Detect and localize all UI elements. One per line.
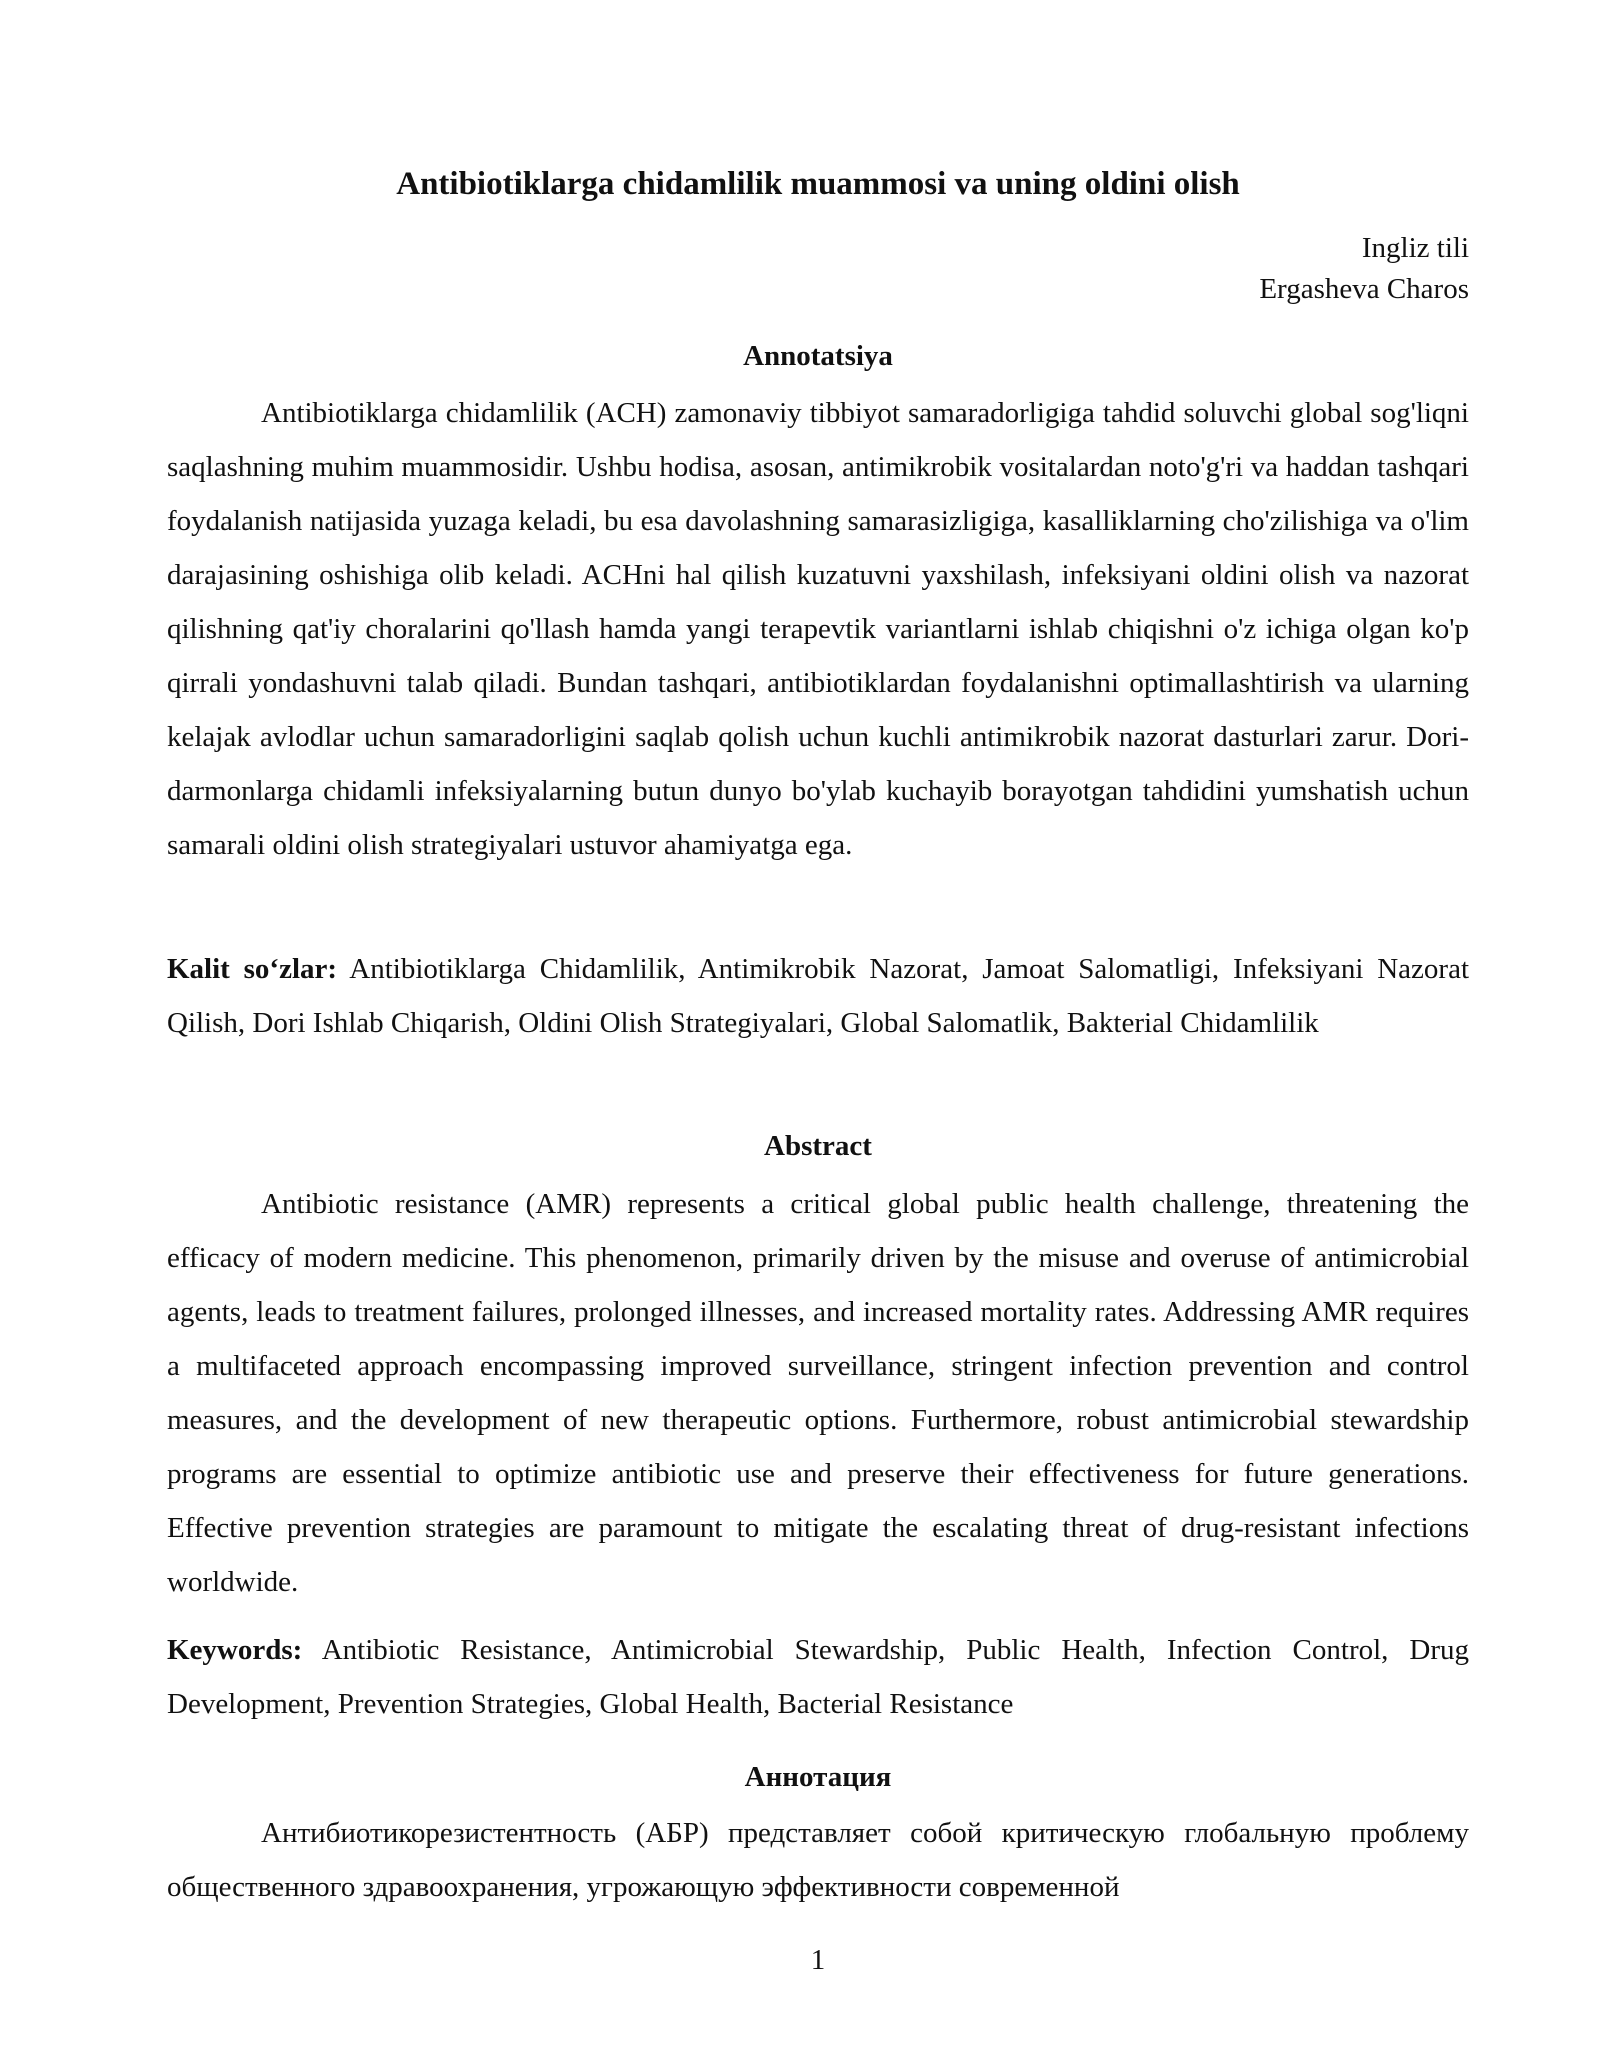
abstract-en-heading: Abstract <box>764 1130 872 1162</box>
paper-title: Antibiotiklarga chidamlilik muammosi va uning oldini olish <box>396 166 1240 202</box>
keywords-uz-label: Kalit so‘zlar: <box>167 953 338 985</box>
keywords-uz-text: Antibiotiklarga Chidamlilik, Antimikrobik Nazorat, Jamoat Salomatligi, Infeksiyani Nazorat Qilish, Dori Ishlab Chiqarish, Oldini Olish Strategiyalari, Global Salomatlik, Bakterial Chidamlilik <box>167 953 1470 1039</box>
annotation-ru-body: Антибиотикорезистентность (АБР) представляет собой критическую глобальную проблему общественного здравоохранения, угрожающую эффективности современной <box>167 1817 1469 1903</box>
annotation-uz-body: Antibiotiklarga chidamlilik (ACH) zamonaviy tibbiyot samaradorligiga tahdid soluvchi global sog'liqni saqlashning muhim muammosidir. Ushbu hodisa, asosan, antimikrobik vositalardan noto'g'ri va haddan tashqari foydalanish natijasida yuzaga keladi, bu esa davolashning samarasizligiga, kasalliklarning cho'zilishiga va o'lim darajasining oshishiga olib keladi. ACHni hal qilish kuzatuvni yaxshilash, infeksiyani oldini olish va nazorat qilishning qat'iy choralarini qo'llash hamda yangi terapevtik variantlarni ishlab chiqishni o'z ichiga olgan ko'p qirrali yondashuvni talab qiladi. Bundan tashqari, antibiotiklardan foydalanishni optimallashtirish va ularning kelajak avlodlar uchun samaradorligini saqlab qolish uchun kuchli antimikrobik nazorat dasturlari zarur. Dori-darmonlarga chidamli infeksiyalarning butun dunyo bo'ylab kuchayib borayotgan tahdidini yumshatish uchun samarali oldini olish strategiyalari ustuvor ahamiyatga ega. <box>167 397 1469 861</box>
author-department: Ingliz tili <box>1361 232 1469 264</box>
author-block <box>1259 228 1469 310</box>
abstract-en-body: Antibiotic resistance (AMR) represents a critical global public health challenge, threatening the efficacy of modern medicine. This phenomenon, primarily driven by the misuse and overuse of antimicrobial agents, leads to treatment failures, prolonged illnesses, and increased mortality rates. Addressing AMR requires a multifaceted approach encompassing improved surveillance, stringent infection prevention and control measures, and the development of new therapeutic options. Furthermore, robust antimicrobial stewardship programs are essential to optimize antibiotic use and preserve their effectiveness for future generations. Effective prevention strategies are paramount to mitigate the escalating threat of drug-resistant infections worldwide. <box>167 1188 1469 1598</box>
annotation-ru-heading: Аннотация <box>744 1761 892 1793</box>
document-page <box>167 0 1469 2070</box>
keywords-en-text: Antibiotic Resistance, Antimicrobial Stewardship, Public Health, Infection Control, Drug Development, Prevention Strategies, Global Health, Bacterial Resistance <box>167 1634 1469 1720</box>
annotation-uz-heading: Annotatsiya <box>743 340 893 372</box>
keywords-uz <box>167 942 1469 1050</box>
author-name: Ergasheva Charos <box>1259 273 1469 305</box>
keywords-en <box>167 1623 1469 1731</box>
page-number: 1 <box>810 1944 826 1976</box>
keywords-en-label: Keywords: <box>167 1634 303 1666</box>
